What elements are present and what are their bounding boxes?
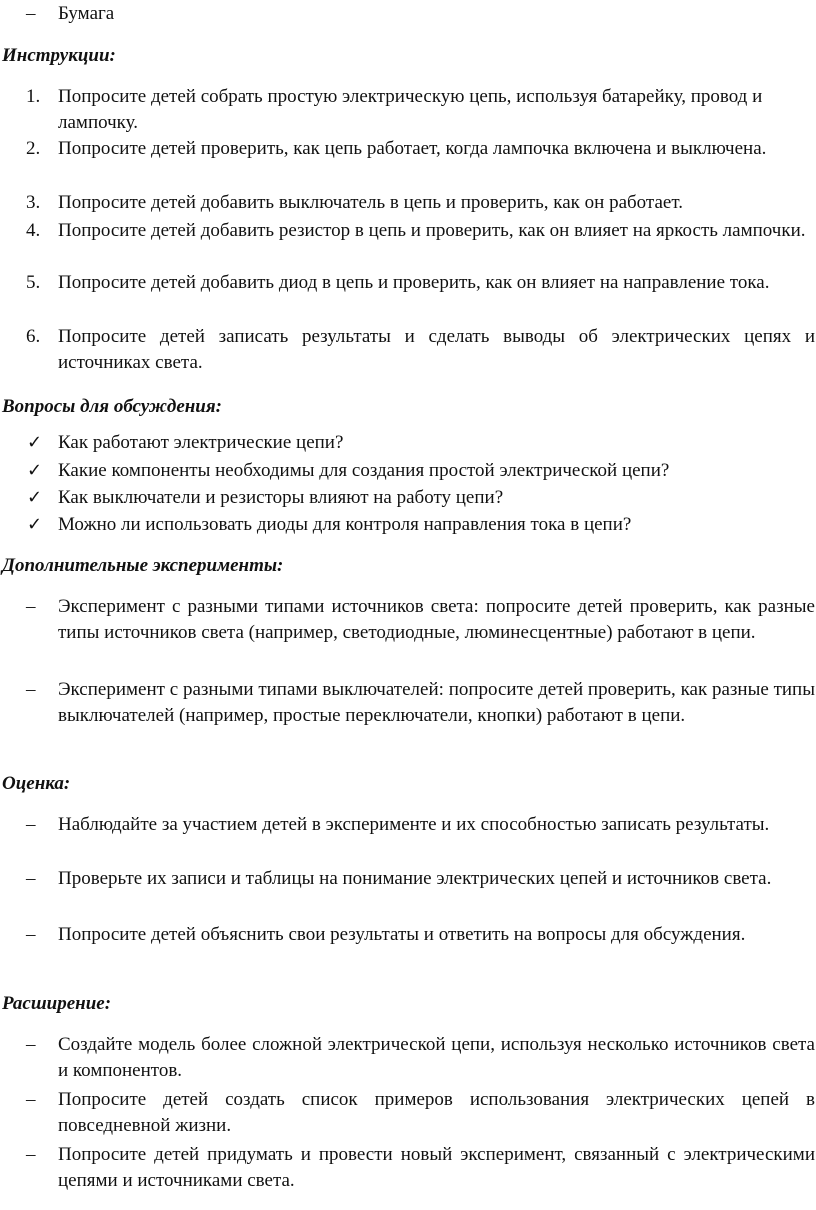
instruction-item: Попросите детей добавить резистор в цепь и проверить, как он влияет на яркость лампочки. [58,220,806,241]
assessment-item: Попросите детей объяснить свои результаты и ответить на вопросы для обсуждения. [58,924,746,945]
intro-item: Бумага [58,3,115,24]
extension-heading: Расширение: [2,993,112,1014]
instructions-heading: Инструкции: [2,45,116,66]
dash-marker: – [26,1144,36,1165]
experiments-heading: Дополнительные эксперименты: [2,555,284,576]
discussion-item: Как работают электрические цепи? [58,432,344,453]
instruction-number: 4. [26,220,41,241]
checkmark-icon: ✓ [27,487,43,508]
instruction-item: Попросите детей собрать простую электрическую цепь, используя батарейку, провод и лампочку. [58,86,763,133]
dash-marker: – [26,1034,36,1055]
dash-marker: – [26,3,36,24]
dash-marker: – [26,924,36,945]
discussion-item: Какие компоненты необходимы для создания простой электрической цепи? [58,460,670,481]
instruction-number: 3. [26,192,41,213]
instruction-item: Попросите детей записать результаты и сделать выводы об электрических цепях и источниках света. [58,326,815,373]
extension-item: Попросите детей создать список примеров использования электрических цепей в повседневной жизни. [58,1089,815,1136]
assessment-item: Наблюдайте за участием детей в эксперименте и их способностью записать результаты. [58,814,770,835]
checkmark-icon: ✓ [27,460,43,481]
instruction-item: Попросите детей добавить выключатель в цепь и проверить, как он работает. [58,192,683,213]
discussion-item: Можно ли использовать диоды для контроля направления тока в цепи? [58,514,632,535]
checkmark-icon: ✓ [27,514,43,535]
instruction-number: 1. [26,86,41,107]
experiment-item: Эксперимент с разными типами источников света: попросите детей проверить, как разные типы источников света (например, светодиодные, люминесцентные) работают в цепи. [58,596,815,643]
experiment-item: Эксперимент с разными типами выключателей: попросите детей проверить, как разные типы выключателей (например, простые переключатели, кнопки) работают в цепи. [58,679,815,726]
dash-marker: – [26,1089,36,1110]
dash-marker: – [26,679,36,700]
dash-marker: – [26,596,36,617]
instruction-item: Попросите детей добавить диод в цепь и проверить, как он влияет на направление тока. [58,272,770,293]
extension-item: Создайте модель более сложной электрической цепи, используя несколько источников света и компонентов. [58,1034,815,1081]
discussion-item: Как выключатели и резисторы влияют на работу цепи? [58,487,504,508]
dash-marker: – [26,868,36,889]
assessment-heading: Оценка: [2,773,71,794]
instruction-number: 5. [26,272,41,293]
discussion-heading: Вопросы для обсуждения: [2,396,222,417]
checkmark-icon: ✓ [27,432,43,453]
instruction-number: 6. [26,326,41,347]
extension-item: Попросите детей придумать и провести новый эксперимент, связанный с электрическими цепями и источниками света. [58,1144,815,1191]
instruction-item: Попросите детей проверить, как цепь работает, когда лампочка включена и выключена. [58,138,767,159]
dash-marker: – [26,814,36,835]
instruction-number: 2. [26,138,41,159]
assessment-item: Проверьте их записи и таблицы на понимание электрических цепей и источников света. [58,868,772,889]
